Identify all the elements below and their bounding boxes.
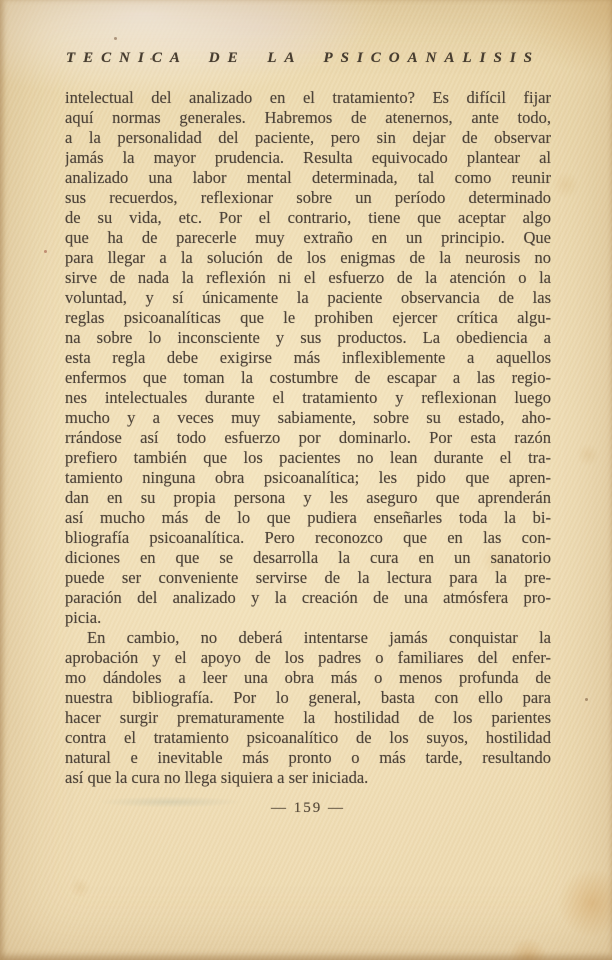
text-line: aprobación y el apoyo de los padres o familiares del enfer- — [65, 648, 551, 667]
text-line: para llegar a la solución de los enigmas de la neurosis no — [65, 248, 551, 267]
text-line: picia. — [65, 608, 102, 627]
text-line: intelectual del analizado en el tratamiento? Es difícil fijar — [65, 88, 551, 107]
text-line: sirve de nada la reflexión ni el esfuerzo de la atención o la — [65, 268, 551, 287]
text-line: dan en su propia persona y les aseguro que aprenderán — [65, 488, 551, 507]
text-line: voluntad, y sí únicamente la paciente observancia de las — [65, 288, 551, 307]
paper-speck — [44, 250, 47, 253]
text-line: esta regla debe exigirse más inflexiblemente a aquellos — [65, 348, 551, 367]
text-line: nuestra bibliografía. Por lo general, basta con ello para — [65, 688, 551, 707]
text-line: de su vida, etc. Por el contrario, tiene que aceptar algo — [65, 208, 551, 227]
text-line: tamiento ninguna obra psicoanalítica; les pido que apren- — [65, 468, 551, 487]
text-line: analizado una labor mental determinada, tal como reunir — [65, 168, 551, 187]
text-line: a la personalidad del paciente, pero sin dejar de observar — [65, 128, 551, 147]
text-line: mucho y a veces muy sabiamente, sobre su estado, aho- — [65, 408, 551, 427]
text-line: hacer surgir prematuramente la hostilidad de los parientes — [65, 708, 551, 727]
page-body — [65, 88, 551, 788]
text-line: reglas psicoanalíticas que le prohiben ejercer crítica algu- — [65, 308, 551, 327]
text-line: mo dándoles a leer una obra más o menos profunda de — [65, 668, 551, 687]
text-line: rrándose así todo esfuerzo por dominarlo. Por esta razón — [65, 428, 551, 447]
text-line: natural e inevitable más pronto o más tarde, resultando — [65, 748, 551, 767]
text-line: paración del analizado y la creación de una atmósfera pro- — [65, 588, 551, 607]
text-line: contra el tratamiento psicoanalítico de los suyos, hostilidad — [65, 728, 551, 747]
text-line: En cambio, no deberá intentarse jamás conquistar la — [87, 628, 551, 647]
text-line: jamás la mayor prudencia. Resulta equivocado plantear al — [65, 148, 551, 167]
text-line: enfermos que toman la costumbre de escapar a las regio- — [65, 368, 551, 387]
text-line: sus recuerdos, reflexionar sobre un período determinado — [65, 188, 551, 207]
text-line: así que la cura no llega siquiera a ser iniciada. — [65, 768, 369, 787]
text-line: diciones en que se desarrolla la cura en un sanatorio — [65, 548, 551, 567]
text-line: nes intelectuales durante el tratamiento y reflexionan luego — [65, 388, 551, 407]
paper-speck — [114, 37, 117, 40]
text-line: así mucho más de lo que pudiera enseñarles toda la bi- — [65, 508, 551, 527]
page-number: — 159 — — [271, 800, 345, 816]
text-line: aquí normas generales. Habremos de atenernos, ante todo, — [65, 108, 551, 127]
text-line: prefiero también que los pacientes no lean durante el tra- — [65, 448, 551, 467]
text-line: na sobre lo inconsciente y sus productos. La obediencia a — [65, 328, 551, 347]
text-line: bliografía psicoanalítica. Pero reconozco que en las con- — [65, 528, 551, 547]
text-line: puede ser conveniente servirse de la lectura para la pre- — [65, 568, 551, 587]
paper-speck — [585, 698, 588, 701]
running-header: TECNICA DE LA PSICOANALISIS — [66, 50, 540, 66]
text-line: que ha de parecerle muy extraño en un principio. Que — [65, 228, 551, 247]
